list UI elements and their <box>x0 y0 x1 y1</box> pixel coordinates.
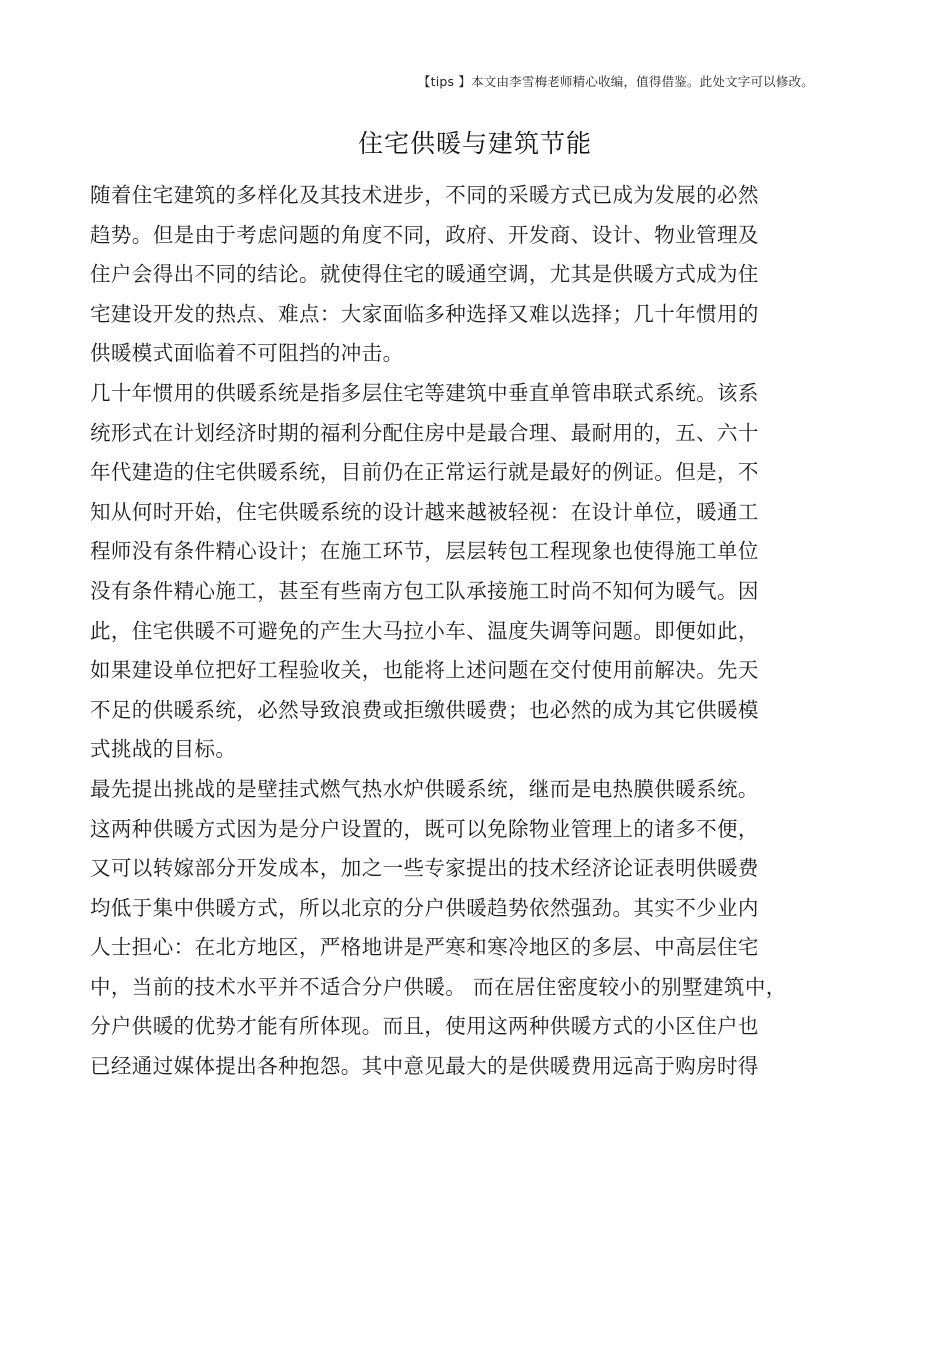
text-line: 这两种供暖方式因为是分户设置的，既可以免除物业管理上的诸多不便， <box>90 816 759 841</box>
text-line: 式挑战的目标。 <box>90 737 237 762</box>
text-line: 知从何时开始，住宅供暖系统的设计越来越被轻视：在设计单位，暖通工 <box>90 499 759 524</box>
text-line: 供暖模式面临着不可阻挡的冲击。 <box>90 341 404 366</box>
text-line: 已经通过媒体提出各种抱怨。其中意见最大的是供暖费用远高于购房时得 <box>90 1054 759 1079</box>
text-line: 如果建设单位把好工程验收关，也能将上述问题在交付使用前解决。先天 <box>90 658 759 683</box>
text-line: 几十年惯用的供暖系统是指多层住宅等建筑中垂直单管串联式系统。该系 <box>90 380 759 405</box>
text-line: 住户会得出不同的结论。就使得住宅的暖通空调，尤其是供暖方式成为住 <box>90 262 759 287</box>
text-line: 没有条件精心施工，甚至有些南方包工队承接施工时尚不知何为暖气。因 <box>90 578 759 603</box>
text-line: 年代建造的住宅供暖系统，目前仍在正常运行就是最好的例证。但是，不 <box>90 460 759 485</box>
text-line: 又可以转嫁部分开发成本，加之一些专家提出的技术经济论证表明供暖费 <box>90 856 759 881</box>
tips-note: 【tips 】本文由李雪梅老师精心收编，值得借鉴。此处文字可以修改。 <box>417 74 814 89</box>
text-line: 随着住宅建筑的多样化及其技术进步，不同的采暖方式已成为发展的必然 <box>90 183 759 207</box>
text-line: 趋势。但是由于考虑问题的角度不同，政府、开发商、设计、物业管理及 <box>90 222 759 247</box>
text-line: 不足的供暖系统，必然导致浪费或拒缴供暖费；也必然的成为其它供暖模 <box>90 697 759 722</box>
page-title: 住宅供暖与建筑节能 <box>357 129 592 158</box>
text-line: 最先提出挑战的是壁挂式燃气热水炉供暖系统，继而是电热膜供暖系统。 <box>90 776 759 801</box>
body-text <box>90 176 850 1087</box>
text-line: 均低于集中供暖方式，所以北京的分户供暖趋势依然强劲。其实不少业内 <box>90 895 759 920</box>
text-line: 中，当前的技术水平并不适合分户供暖。 而在居住密度较小的别墅建筑中， <box>90 974 787 999</box>
text-line: 人士担心：在北方地区，严格地讲是严寒和寒冷地区的多层、中高层住宅 <box>90 935 759 960</box>
text-line: 程师没有条件精心设计；在施工环节，层层转包工程现象也使得施工单位 <box>90 539 759 564</box>
text-line: 分户供暖的优势才能有所体现。而且，使用这两种供暖方式的小区住户也 <box>90 1014 759 1039</box>
text-line: 此，住宅供暖不可避免的产生大马拉小车、温度失调等问题。即便如此， <box>90 618 759 643</box>
text-line: 宅建设开发的热点、难点：大家面临多种选择又难以选择；几十年惯用的 <box>90 301 759 326</box>
text-line: 统形式在计划经济时期的福利分配住房中是最合理、最耐用的，五、六十 <box>90 420 759 445</box>
